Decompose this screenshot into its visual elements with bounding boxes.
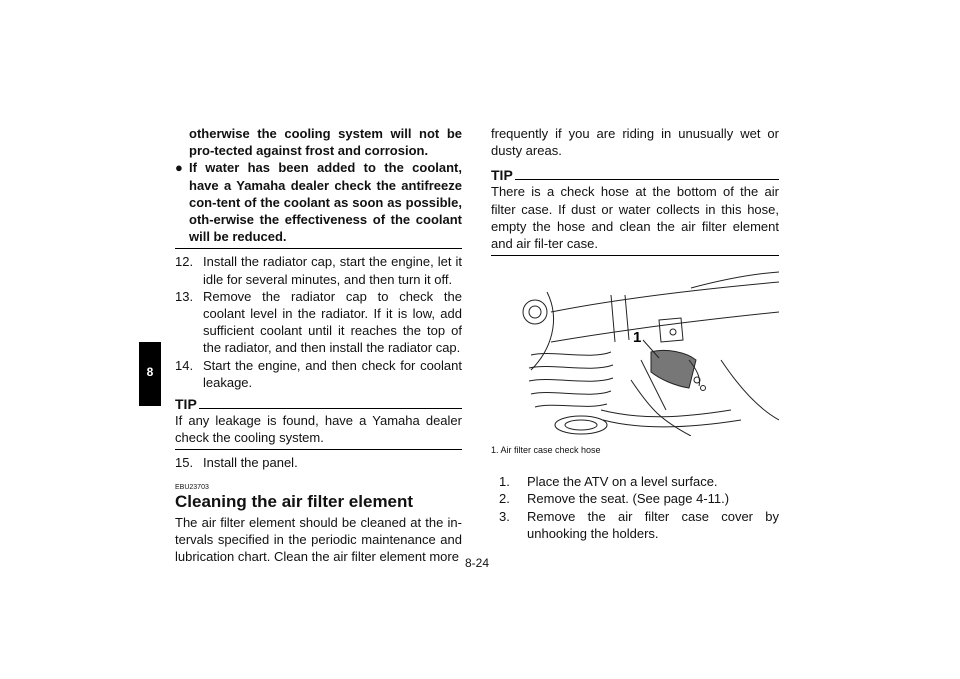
warning-bullet-text: If water has been added to the coolant, have a Yamaha dealer check the antifreeze con-tent of the coolant as soon as possible, oth-erwise the effectiveness of the coolant will be reduced. bbox=[189, 160, 462, 245]
step-text: Remove the seat. (See page 4-11.) bbox=[527, 491, 730, 507]
warning-continuation: otherwise the cooling system will not be pro-tected against frost and corrosion. bbox=[189, 126, 462, 159]
tip-end-rule bbox=[491, 255, 779, 256]
continued-paragraph: frequently if you are riding in unusually wet or dusty areas. bbox=[491, 126, 779, 159]
list-item bbox=[499, 490, 779, 507]
list-item bbox=[499, 473, 779, 490]
bullet-icon: ● bbox=[175, 160, 183, 176]
step-number: 2. bbox=[499, 491, 510, 507]
left-column bbox=[175, 125, 462, 565]
tip-rule bbox=[515, 179, 779, 180]
step-text: Start the engine, and then check for coolant leakage. bbox=[203, 357, 462, 390]
step-number: 14. bbox=[175, 357, 194, 373]
section-code: EBU23703 bbox=[175, 483, 209, 491]
list-item bbox=[499, 508, 779, 542]
warning-end-rule bbox=[175, 248, 462, 249]
step-number: 12. bbox=[175, 254, 194, 270]
air-filter-figure bbox=[491, 260, 779, 436]
list-item bbox=[175, 288, 462, 357]
step-text: Place the ATV on a level surface. bbox=[527, 474, 718, 490]
tip-text: If any leakage is found, have a Yamaha dealer check the cooling system. bbox=[175, 413, 462, 446]
tip-text: There is a check hose at the bottom of the air filter case. If dust or water collects in this hose, empty the hose and clean the air filter element and air fil-ter case. bbox=[491, 184, 779, 252]
list-item bbox=[175, 253, 462, 287]
tip-label: TIP bbox=[175, 396, 197, 413]
step-text: Install the panel. bbox=[203, 455, 298, 471]
step-number: 1. bbox=[499, 474, 510, 490]
figure-callout: 1 bbox=[633, 329, 642, 347]
figure-caption: 1. Air filter case check hose bbox=[491, 445, 601, 456]
tip-rule bbox=[199, 408, 462, 409]
warning-bullet bbox=[175, 159, 462, 245]
air-filter-illustration bbox=[491, 260, 779, 436]
step-number: 3. bbox=[499, 508, 510, 524]
tip-end-rule bbox=[175, 449, 462, 450]
step-number: 15. bbox=[175, 455, 194, 471]
step-text: Install the radiator cap, start the engine, let it idle for several minutes, and then turn it off. bbox=[203, 254, 462, 287]
step-text: Remove the radiator cap to check the coolant level in the radiator. If it is low, add sufficient coolant until it reaches the top of the radiator, and then install the radiator cap. bbox=[203, 288, 462, 356]
list-item bbox=[175, 454, 462, 471]
tip-label: TIP bbox=[491, 167, 513, 184]
tip-header bbox=[175, 396, 462, 412]
step-list bbox=[491, 473, 779, 542]
section-paragraph: The air filter element should be cleaned at the in-tervals specified in the periodic maintenance and lubrication chart. Clean the air filter element more bbox=[175, 514, 462, 565]
warning-block bbox=[175, 125, 462, 245]
right-column bbox=[491, 125, 779, 542]
chapter-tab: 8 bbox=[139, 342, 161, 406]
tip-header bbox=[491, 167, 779, 183]
step-list bbox=[175, 253, 462, 391]
page-number: 8-24 bbox=[465, 556, 490, 570]
step-list-2 bbox=[175, 454, 462, 471]
step-text: Remove the air filter case cover by unhooking the holders. bbox=[527, 508, 779, 541]
step-number: 13. bbox=[175, 288, 194, 304]
list-item bbox=[175, 357, 462, 391]
section-title: Cleaning the air filter element bbox=[175, 491, 414, 511]
